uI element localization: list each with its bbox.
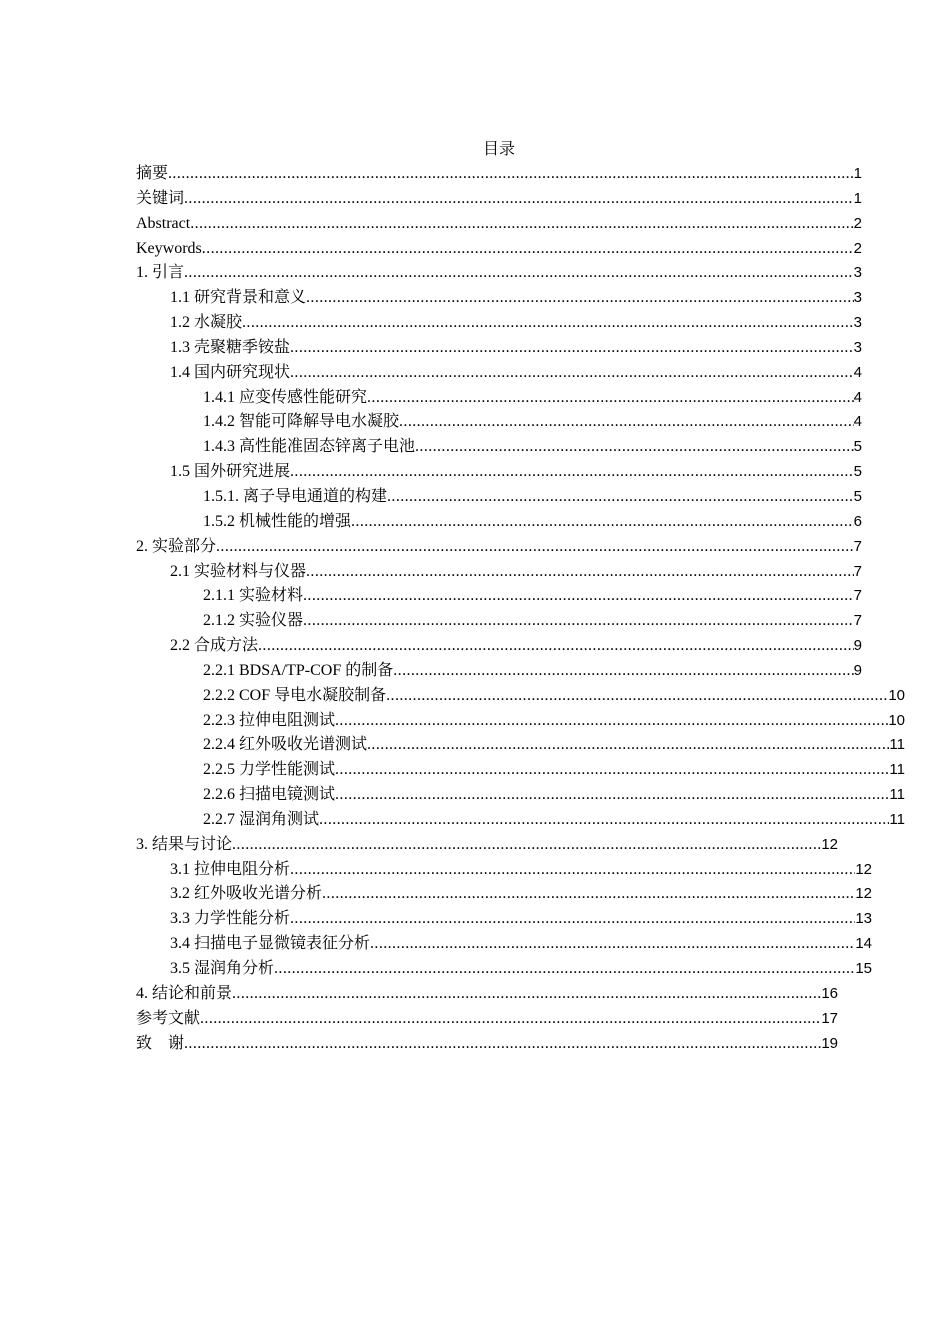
toc-entry[interactable] — [136, 982, 838, 1007]
toc-entry[interactable] — [136, 286, 862, 311]
toc-dot-leader — [303, 584, 854, 608]
toc-entry-page-number: 1 — [853, 189, 862, 207]
toc-entry[interactable] — [136, 709, 905, 734]
toc-entry-page-number: 2 — [853, 214, 862, 232]
toc-entry[interactable] — [136, 485, 862, 510]
toc-entry-page-number: 16 — [821, 984, 838, 1002]
toc-entry-page-number: 2 — [853, 239, 862, 257]
toc-entry[interactable] — [136, 833, 838, 858]
toc-entry-label: 1.5.1. 离子导电通道的构建 — [203, 487, 388, 505]
toc-entry-label: 2.2.6 扫描电镜测试 — [203, 786, 336, 804]
toc-entry-page-number: 7 — [853, 612, 862, 630]
toc-entry[interactable] — [136, 634, 862, 659]
toc-entry[interactable] — [136, 212, 862, 237]
toc-entry[interactable] — [136, 783, 905, 808]
toc-dot-leader — [290, 460, 854, 484]
toc-entry[interactable] — [136, 659, 862, 684]
toc-entry[interactable] — [136, 957, 872, 982]
toc-entry-label: 参考文献 — [136, 1009, 201, 1027]
toc-entry[interactable] — [136, 932, 872, 957]
toc-entry-label: Abstract — [136, 214, 191, 232]
toc-entry-label: 3.4 扫描电子显微镜表征分析 — [170, 935, 371, 953]
toc-dot-leader — [290, 858, 855, 882]
toc-entry[interactable] — [136, 361, 862, 386]
toc-dot-leader — [216, 535, 854, 559]
toc-entry-label: Keywords — [136, 239, 202, 257]
toc-entry[interactable] — [136, 584, 862, 609]
toc-entry[interactable] — [136, 162, 862, 187]
toc-entry-label: 2. 实验部分 — [136, 537, 217, 555]
toc-entry-label: 1.4.2 智能可降解导电水凝胶 — [203, 413, 400, 431]
toc-entry[interactable] — [136, 237, 862, 262]
toc-entry-label: 致 谢 — [136, 1034, 185, 1052]
toc-dot-leader — [242, 311, 854, 335]
toc-dot-leader — [202, 237, 854, 261]
toc-entry-label: 2.1 实验材料与仪器 — [170, 562, 307, 580]
toc-entry-page-number: 7 — [853, 562, 862, 580]
toc-entry-page-number: 7 — [853, 537, 862, 555]
toc-entry-label: 3. 结果与讨论 — [136, 835, 233, 853]
toc-dot-leader — [335, 709, 888, 733]
toc-entry-page-number: 11 — [889, 736, 905, 754]
toc-entry-label: 4. 结论和前景 — [136, 984, 233, 1002]
toc-dot-leader — [290, 336, 854, 360]
toc-entry-label: 3.5 湿润角分析 — [170, 960, 275, 977]
toc-entry-label: 1.3 壳聚糖季铵盐 — [170, 338, 291, 356]
toc-entry-label: 3.1 拉伸电阻分析 — [170, 860, 291, 878]
toc-entry[interactable] — [136, 410, 862, 435]
toc-entry[interactable] — [136, 535, 862, 560]
toc-dot-leader — [399, 410, 854, 434]
toc-entry-page-number: 12 — [855, 860, 872, 878]
toc-dot-leader — [232, 833, 821, 857]
toc-entry-page-number: 12 — [821, 835, 838, 853]
toc-entry[interactable] — [136, 808, 905, 833]
toc-entry[interactable] — [136, 1032, 838, 1057]
toc-entry[interactable] — [136, 261, 862, 286]
toc-entry-page-number: 4 — [853, 363, 862, 381]
toc-dot-leader — [168, 162, 854, 186]
toc-entry-page-number: 4 — [853, 413, 862, 431]
toc-entry-label: 2.2.2 COF 导电水凝胶制备 — [203, 686, 387, 704]
toc-dot-leader — [184, 261, 854, 285]
toc-entry-label: 1.5 国外研究进展 — [170, 463, 291, 481]
toc-dot-leader — [258, 634, 854, 658]
toc-dot-leader — [200, 1007, 821, 1031]
toc-entry-page-number: 7 — [853, 587, 862, 605]
toc-entry-page-number: 4 — [853, 388, 862, 406]
toc-entry[interactable] — [136, 733, 905, 758]
toc-entry[interactable] — [136, 684, 905, 709]
toc-entry-label: 2.2.5 力学性能测试 — [203, 761, 336, 779]
toc-entry-page-number: 19 — [821, 1034, 838, 1052]
toc-dot-leader — [370, 932, 855, 956]
toc-entry[interactable] — [136, 435, 862, 460]
toc-entry[interactable] — [136, 336, 862, 361]
toc-entry[interactable] — [136, 560, 862, 585]
toc-entry[interactable] — [136, 609, 862, 634]
toc-entry[interactable] — [136, 460, 862, 485]
toc-entry-label: 1.4.1 应变传感性能研究 — [203, 388, 368, 406]
toc-entry-label: 2.1.2 实验仪器 — [203, 612, 304, 630]
toc-dot-leader — [184, 187, 854, 211]
toc-entry-label: 1.2 水凝胶 — [170, 314, 243, 332]
toc-entry-label: 1. 引言 — [136, 264, 185, 282]
toc-dot-leader — [415, 435, 854, 459]
toc-entry[interactable] — [136, 187, 862, 212]
toc-entry-page-number: 5 — [853, 463, 862, 481]
toc-entry-label: 关键词 — [136, 189, 185, 207]
toc-entry-label: 1.4.3 高性能准固态锌离子电池 — [203, 438, 416, 456]
toc-dot-leader — [190, 212, 853, 236]
toc-entry-page-number: 6 — [853, 512, 862, 530]
toc-entry-page-number: 1 — [853, 165, 862, 182]
toc-entry-page-number: 3 — [853, 264, 862, 282]
toc-dot-leader — [303, 609, 854, 633]
toc-entry-label: 2.2.4 红外吸收光谱测试 — [203, 736, 368, 754]
toc-title: 目录 — [482, 139, 515, 158]
toc-entry-label: 3.3 力学性能分析 — [170, 910, 291, 928]
toc-entry[interactable] — [136, 882, 872, 907]
toc-dot-leader — [367, 386, 854, 410]
toc-entry-label: 1.1 研究背景和意义 — [170, 289, 307, 307]
toc-dot-leader — [335, 758, 889, 782]
toc-dot-leader — [184, 1032, 821, 1056]
toc-entry-label: 2.2.1 BDSA/TP-COF 的制备 — [203, 661, 394, 679]
toc-dot-leader — [306, 286, 854, 310]
toc-entry[interactable] — [136, 386, 862, 411]
toc-dot-leader — [386, 684, 888, 708]
toc-dot-leader — [322, 882, 855, 906]
toc-dot-leader — [306, 560, 854, 584]
toc-entry-page-number: 5 — [853, 438, 862, 456]
toc-dot-leader — [319, 808, 889, 832]
toc-dot-leader — [335, 783, 889, 807]
toc-entry-page-number: 17 — [821, 1009, 838, 1027]
toc-entry-page-number: 11 — [889, 810, 905, 828]
toc-entry-page-number: 3 — [853, 314, 862, 332]
toc-entry-page-number: 11 — [889, 761, 905, 779]
toc-entry-page-number: 3 — [853, 338, 862, 356]
toc-entry-page-number: 10 — [888, 711, 905, 729]
toc-entry[interactable] — [136, 758, 905, 783]
toc-entry-page-number: 3 — [853, 289, 862, 307]
toc-entry-page-number: 12 — [855, 885, 872, 903]
toc-entry-page-number: 14 — [855, 935, 872, 953]
table-of-contents — [136, 162, 905, 1056]
toc-entry[interactable] — [136, 510, 862, 535]
toc-entry[interactable] — [136, 907, 872, 932]
toc-entry[interactable] — [136, 311, 862, 336]
toc-entry-label: 3.2 红外吸收光谱分析 — [170, 885, 323, 903]
toc-dot-leader — [290, 361, 854, 385]
toc-dot-leader — [367, 733, 889, 757]
toc-dot-leader — [290, 907, 855, 931]
toc-entry-page-number: 11 — [889, 786, 905, 804]
toc-entry-label: 2.1.1 实验材料 — [203, 587, 304, 605]
toc-entry-label: 1.5.2 机械性能的增强 — [203, 512, 352, 530]
toc-entry-page-number: 9 — [853, 637, 862, 655]
toc-entry-label: 2.2.3 拉伸电阻测试 — [203, 711, 336, 729]
toc-entry-page-number: 15 — [855, 960, 872, 977]
toc-entry-page-number: 5 — [853, 487, 862, 505]
toc-entry-page-number: 9 — [853, 661, 862, 679]
toc-entry-label: 2.2 合成方法 — [170, 637, 259, 655]
toc-entry-label: 1.4 国内研究现状 — [170, 363, 291, 381]
toc-entry-page-number: 10 — [888, 686, 905, 704]
toc-dot-leader — [274, 957, 855, 981]
toc-dot-leader — [393, 659, 853, 683]
toc-entry-label: 摘要 — [136, 165, 169, 182]
toc-dot-leader — [232, 982, 821, 1006]
toc-entry[interactable] — [136, 858, 872, 883]
toc-entry[interactable] — [136, 1007, 838, 1032]
toc-entry-page-number: 13 — [855, 910, 872, 928]
toc-entry-label: 2.2.7 湿润角测试 — [203, 810, 320, 828]
toc-dot-leader — [387, 485, 854, 509]
toc-dot-leader — [351, 510, 854, 534]
